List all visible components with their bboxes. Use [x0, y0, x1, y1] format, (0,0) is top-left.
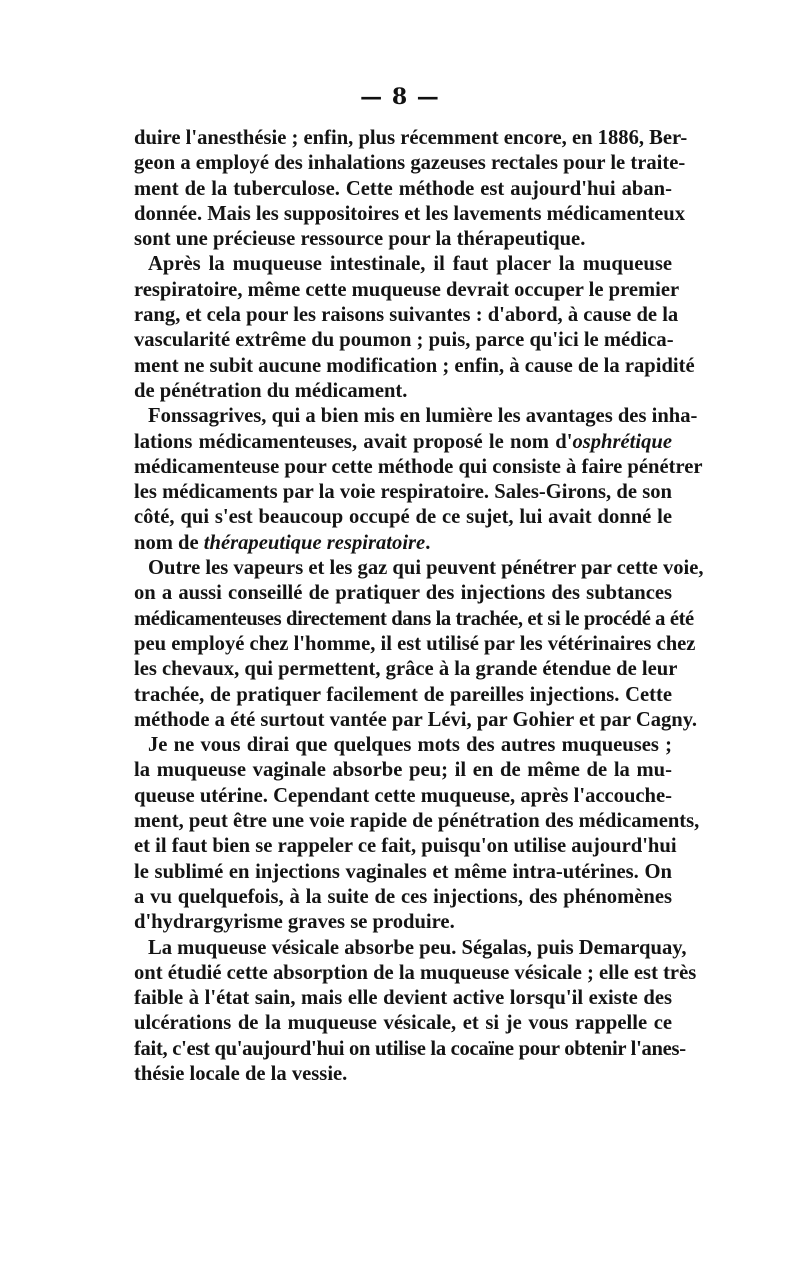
text-line: ulcérations de la muqueuse vésicale, et si je vous rappelle ce: [134, 1012, 672, 1035]
paragraph-6: [134, 936, 697, 1088]
text-line: les chevaux, qui permettent, grâce à la grande étendue de leur: [134, 658, 678, 681]
text-line: d'hydrargyrisme graves se produire.: [134, 911, 455, 934]
text-line: peu employé chez l'homme, il est utilisé par les vétérinaires chez: [134, 632, 696, 655]
text-line: la muqueuse vaginale absorbe peu; il en de même de la mu-: [134, 759, 672, 782]
text-line: La muqueuse vésicale absorbe peu. Ségalas, puis Demarquay,: [148, 936, 687, 959]
text-line: de pénétration du médicament.: [134, 379, 408, 402]
body-text: [134, 126, 704, 1087]
text-line: thésie locale de la vessie.: [134, 1062, 348, 1085]
text-line: les médicaments par la voie respiratoire. Sales-Girons, de son: [134, 481, 672, 504]
text-line: [134, 531, 672, 556]
paragraph-1: [134, 126, 688, 252]
text-line: Fonssagrives, qui a bien mis en lumière les avantages des inha-: [148, 405, 698, 428]
italic-term: osphrétique: [572, 430, 672, 453]
text-line: Outre les vapeurs et les gaz qui peuvent pénétrer par cette voie,: [148, 557, 704, 580]
text-segment: lations médicamenteuses, avait proposé le nom d': [134, 430, 573, 453]
text-line: sont une précieuse ressource pour la thérapeutique.: [134, 228, 586, 251]
text-line: et il faut bien se rappeler ce fait, puisqu'on utilise aujourd'hui: [134, 835, 677, 858]
text-line: le sublimé en injections vaginales et même intra-utérines. On: [134, 860, 672, 883]
text-segment: nom de: [134, 531, 204, 554]
text-line: ment, peut être une voie rapide de pénétration des médicaments,: [134, 810, 700, 833]
text-line: côté, qui s'est beaucoup occupé de ce sujet, lui avait donné le: [134, 506, 672, 529]
text-line: fait, c'est qu'aujourd'hui on utilise la cocaïne pour obtenir l'anes-: [134, 1037, 686, 1060]
page-number: — 8 —: [360, 84, 440, 110]
text-line: rang, et cela pour les raisons suivantes : d'abord, à cause de la: [134, 304, 679, 327]
text-line: méthode a été surtout vantée par Lévi, par Gohier et par Cagny.: [134, 708, 698, 731]
text-line: médicamenteuses directement dans la trachée, et si le procédé a été: [134, 607, 694, 630]
text-line: ont étudié cette absorption de la muqueuse vésicale ; elle est très: [134, 961, 697, 984]
text-line: donnée. Mais les suppositoires et les lavements médicamenteux: [134, 202, 686, 225]
text-line: faible à l'état sain, mais elle devient active lorsqu'il existe des: [134, 987, 672, 1010]
text-line: a vu quelquefois, à la suite de ces injections, des phénomènes: [134, 885, 672, 908]
text-line: vascularité extrême du poumon ; puis, parce qu'ici le médica-: [134, 329, 674, 352]
paragraph-4: [134, 556, 704, 733]
text-line: trachée, de pratiquer facilement de pareilles injections. Cette: [134, 683, 672, 706]
text-line: Après la muqueuse intestinale, il faut placer la muqueuse: [148, 253, 672, 276]
text-line: Je ne vous dirai que quelques mots des autres muqueuses ;: [148, 734, 672, 757]
paragraph-3: [134, 404, 703, 556]
text-line: duire l'anesthésie ; enfin, plus récemment encore, en 1886, Ber-: [134, 127, 688, 149]
text-line: respiratoire, même cette muqueuse devrait occuper le premier: [134, 278, 680, 301]
paragraph-5: [134, 733, 700, 935]
text-line: médicamenteuse pour cette méthode qui consiste à faire pénétrer: [134, 455, 703, 478]
paragraph-2: [134, 252, 695, 404]
text-line: [134, 430, 672, 455]
text-line: ment de la tuberculose. Cette méthode est aujourd'hui aban-: [134, 177, 672, 200]
text-segment: .: [425, 531, 431, 554]
text-line: on a aussi conseillé de pratiquer des injections des subtances: [134, 582, 672, 605]
text-line: queuse utérine. Cependant cette muqueuse, après l'accouche-: [134, 784, 672, 807]
text-line: geon a employé des inhalations gazeuses rectales pour le traite-: [134, 152, 686, 175]
text-line: ment ne subit aucune modification ; enfin, à cause de la rapidité: [134, 354, 695, 377]
italic-term: thérapeutique respiratoire: [203, 531, 426, 554]
